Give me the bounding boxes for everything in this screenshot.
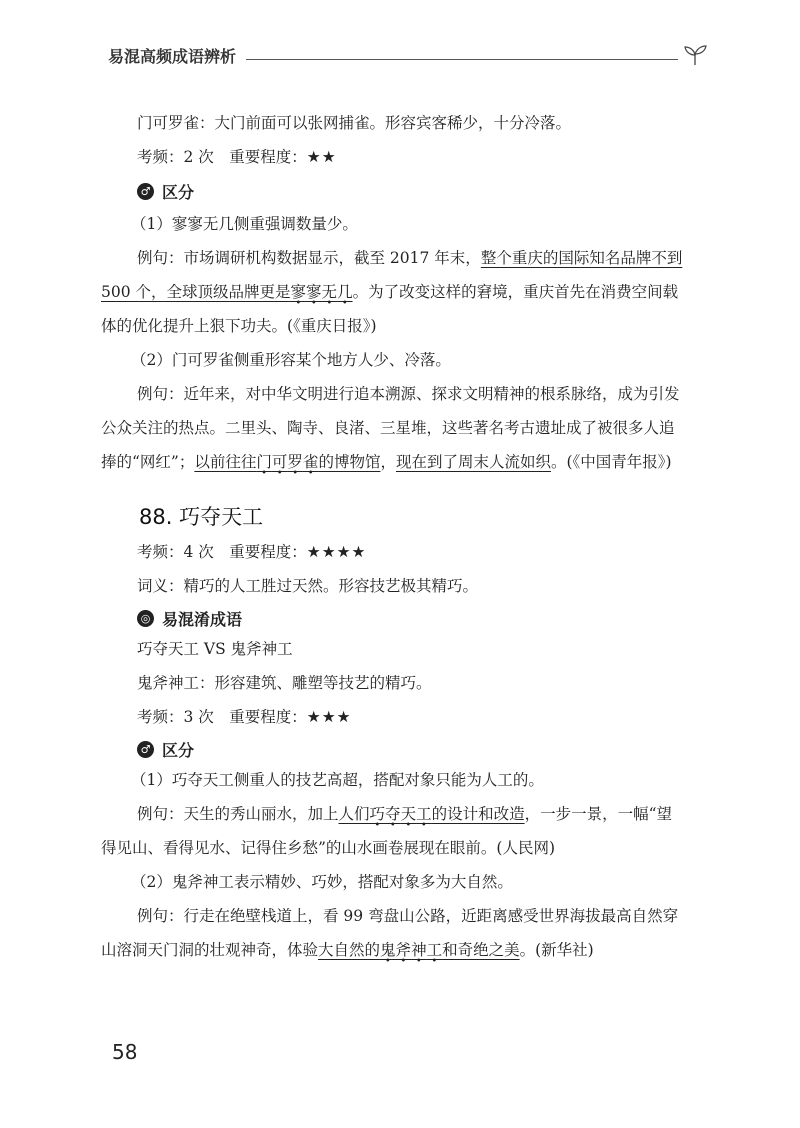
difference-item-2: （2）鬼斧神工表示精妙、巧妙，搭配对象多为大自然。 xyxy=(131,873,513,891)
frequency-label: 考频：4 次 重要程度： xyxy=(137,543,307,561)
dotted-char: 雀 xyxy=(302,453,319,471)
underlined-text: 500 个，全球顶级品牌更是 xyxy=(101,283,291,301)
example-text: 例句：天生的秀山丽水，加上 xyxy=(137,805,339,823)
example-text: 例句：近年来，对中华文明进行追本溯源、探求文明精神的根系脉络，成为引发 xyxy=(137,385,680,403)
example-text: 体的优化提升上狠下功夫。(《重庆日报》) xyxy=(101,317,377,335)
example-text: ， xyxy=(380,453,396,471)
dotted-char: 天 xyxy=(400,805,417,823)
difference-heading-text: 区分 xyxy=(162,741,195,760)
importance-stars: ★★ xyxy=(306,148,337,166)
dotted-char: 可 xyxy=(271,453,288,471)
running-header xyxy=(108,40,708,70)
dotted-char: 寥 xyxy=(306,283,322,301)
frequency-line xyxy=(137,700,705,734)
example-text: 。(新华社) xyxy=(519,941,594,959)
example-text: ，一步一景，一幅“望 xyxy=(524,805,673,823)
underlined-text: 以前往往 xyxy=(194,453,257,471)
example-text: 例句：市场调研机构数据显示，截至 2017 年末， xyxy=(137,249,481,267)
example-text: 。(《中国青年报》) xyxy=(550,453,672,471)
dotted-char: 工 xyxy=(426,941,443,959)
dotted-char: 罗 xyxy=(287,453,303,471)
dotted-char: 鬼 xyxy=(380,941,396,959)
difference-item-2: （2）门可罗雀侧重形容某个地方人少、冷落。 xyxy=(131,351,451,369)
frequency-label: 考频：2 次 重要程度： xyxy=(137,148,307,166)
importance-stars: ★★★ xyxy=(306,708,352,726)
header-title: 易混高频成语辨析 xyxy=(108,46,237,66)
dotted-char: 寥 xyxy=(290,283,307,301)
underlined-text: 人们 xyxy=(338,805,370,823)
example-1 xyxy=(101,241,705,343)
confusable-heading-text: 易混淆成语 xyxy=(162,610,243,629)
dotted-char: 工 xyxy=(416,805,432,823)
page-number: 58 xyxy=(112,1040,138,1064)
underlined-text: 大自然的 xyxy=(318,941,381,959)
example-text: 例句：行走在绝壁栈道上，看 99 弯盘山公路，近距离感受世界海拔最高自然穿 xyxy=(137,907,679,925)
difference-heading xyxy=(137,180,705,203)
example-text: 得见山、看得见水、记得住乡愁”的山水画卷展现在眼前。(人民网) xyxy=(101,839,556,857)
example-text: 山溶洞天门洞的壮观神奇，体验 xyxy=(101,941,319,959)
dotted-char: 门 xyxy=(256,453,272,471)
underlined-text: 的博物馆 xyxy=(318,453,381,471)
dotted-char: 无 xyxy=(321,283,338,301)
dotted-char: 斧 xyxy=(395,941,412,959)
example-4 xyxy=(101,899,705,967)
difference-heading-text: 区分 xyxy=(162,183,195,202)
difference-item-1: （1）巧夺天工侧重人的技艺高超，搭配对象只能为人工的。 xyxy=(131,771,544,789)
confuse-icon: ◎ xyxy=(137,610,154,627)
dotted-char: 神 xyxy=(411,941,427,959)
underlined-text: 现在到了周末人流如织 xyxy=(395,453,551,471)
page-content xyxy=(101,112,705,967)
definition: 鬼斧神工：形容建筑、雕塑等技艺的精巧。 xyxy=(137,674,432,692)
confusable-heading xyxy=(137,607,705,630)
frequency-line xyxy=(137,140,705,174)
versus-line: 巧夺天工 VS 鬼斧神工 xyxy=(137,640,293,658)
frequency-line xyxy=(137,535,705,569)
difference-item-1: （1）寥寥无几侧重强调数量少。 xyxy=(131,215,358,233)
compare-icon: ♂ xyxy=(137,183,154,200)
underlined-text: 整个重庆的国际知名品牌不到 xyxy=(480,249,683,267)
word-meaning: 词义：精巧的人工胜过天然。形容技艺极其精巧。 xyxy=(137,577,479,595)
example-text: 。为了改变这样的窘境，重庆首先在消费空间载 xyxy=(352,283,679,301)
entry-title: 88. 巧夺天工 xyxy=(139,505,264,529)
header-rule xyxy=(246,59,678,60)
dotted-char: 夺 xyxy=(385,805,401,823)
example-2 xyxy=(101,377,705,479)
compare-icon: ♂ xyxy=(137,741,154,758)
dotted-char: 巧 xyxy=(369,805,386,823)
example-3 xyxy=(101,797,705,865)
definition: 门可罗雀：大门前面可以张网捕雀。形容宾客稀少，十分冷落。 xyxy=(137,114,572,132)
underlined-text: 和奇绝之美 xyxy=(442,941,520,959)
sprout-icon xyxy=(682,44,708,66)
example-text: 公众关注的热点。二里头、陶寺、良渚、三星堆，这些著名考古遗址成了被很多人追 xyxy=(101,419,675,437)
difference-heading xyxy=(137,738,705,761)
underlined-text: 的设计和改造 xyxy=(431,805,525,823)
example-text: 捧的“网红”； xyxy=(101,453,195,471)
frequency-label: 考频：3 次 重要程度： xyxy=(137,708,307,726)
dotted-char: 几 xyxy=(337,283,353,301)
importance-stars: ★★★★ xyxy=(306,543,367,561)
